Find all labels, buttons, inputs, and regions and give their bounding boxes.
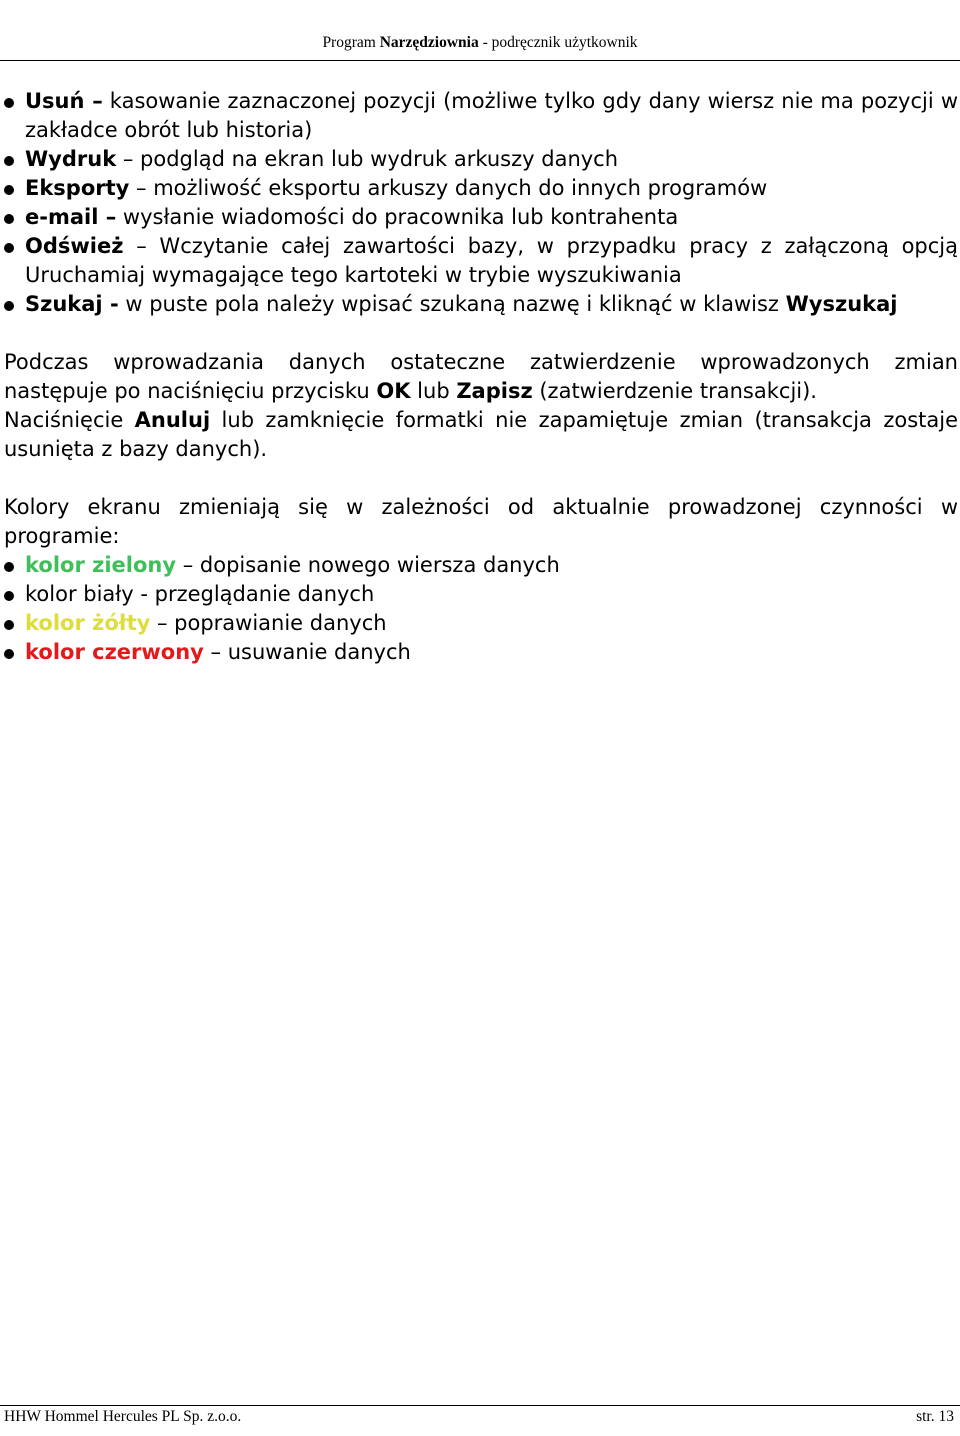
ok-term: OK bbox=[376, 379, 411, 403]
bullet-text: w puste pola należy wpisać szukaną nazwę i kliknąć w klawisz bbox=[118, 292, 786, 316]
bullet-term: Usuń – bbox=[25, 89, 103, 113]
bullet-dot bbox=[4, 98, 14, 108]
header-program-name: Narzędziownia bbox=[379, 34, 479, 51]
paragraph-saving bbox=[4, 348, 958, 464]
color-item-white bbox=[4, 580, 958, 609]
bullet-dot bbox=[4, 591, 14, 601]
bullet-dot bbox=[4, 649, 14, 659]
bullet-dot bbox=[4, 620, 14, 630]
page-header bbox=[0, 34, 960, 52]
bullet-text: – podgląd na ekran lub wydruk arkuszy danych bbox=[116, 147, 619, 171]
color-item-red bbox=[4, 638, 958, 667]
anuluj-term: Anuluj bbox=[134, 408, 211, 432]
bullet-dot bbox=[4, 214, 14, 224]
bullet-usun bbox=[4, 87, 958, 145]
bullet-term: Eksporty bbox=[25, 176, 130, 200]
bullet-text: wysłanie wiadomości do pracownika lub kontrahenta bbox=[116, 205, 679, 229]
bullet-szukaj bbox=[4, 290, 958, 319]
bullet-dot bbox=[4, 156, 14, 166]
text-run: (zatwierdzenie transakcji). bbox=[532, 379, 817, 403]
color-text: - przeglądanie danych bbox=[133, 582, 375, 606]
bullet-dot bbox=[4, 301, 14, 311]
color-label-green: kolor zielony bbox=[25, 553, 177, 577]
bullet-wydruk bbox=[4, 145, 958, 174]
color-text: – usuwanie danych bbox=[203, 640, 411, 664]
bullet-term-wyszukaj: Wyszukaj bbox=[785, 292, 898, 316]
color-text: – poprawianie danych bbox=[150, 611, 387, 635]
text-run: Podczas wprowadzania danych ostateczne zatwierdzenie wprowadzonych zmian następuje po naciśnięciu przycisku bbox=[4, 350, 958, 403]
color-label-white: kolor biały bbox=[25, 582, 134, 606]
footer-divider bbox=[0, 1405, 960, 1406]
bullet-text: – Wczytanie całej zawartości bazy, w przypadku pracy z załączoną opcją Uruchamiaj wymagające tego kartoteki w trybie wyszukiwania bbox=[25, 234, 958, 287]
footer-company: HHW Hommel Hercules PL Sp. z.o.o. bbox=[4, 1408, 242, 1425]
zapisz-term: Zapisz bbox=[456, 379, 533, 403]
text-run: Naciśnięcie bbox=[4, 408, 135, 432]
bullet-text: kasowanie zaznaczonej pozycji (możliwe tylko gdy dany wiersz nie ma pozycji w zakładce obrót lub historia) bbox=[25, 89, 958, 142]
bullet-odswiez bbox=[4, 232, 958, 290]
paragraph-saving-line1 bbox=[4, 348, 958, 406]
bullet-email bbox=[4, 203, 958, 232]
bullet-term: e-mail – bbox=[25, 205, 117, 229]
bullet-eksporty bbox=[4, 174, 958, 203]
bullet-text: – możliwość eksportu arkuszy danych do innych programów bbox=[129, 176, 768, 200]
header-suffix: - podręcznik użytkownik bbox=[478, 34, 638, 51]
header-prefix: Program bbox=[322, 34, 380, 51]
bullet-term: Odśwież bbox=[25, 234, 124, 258]
text-run: lub zamknięcie formatki nie zapamiętuje zmian (transakcja zostaje usunięta z bazy danych). bbox=[4, 408, 958, 461]
bullet-term: Wydruk bbox=[25, 147, 117, 171]
bullet-dot bbox=[4, 562, 14, 572]
color-item-green bbox=[4, 551, 958, 580]
bullet-dot bbox=[4, 243, 14, 253]
color-text: – dopisanie nowego wiersza danych bbox=[176, 553, 560, 577]
color-label-red: kolor czerwony bbox=[25, 640, 204, 664]
bullet-term: Szukaj - bbox=[25, 292, 119, 316]
document-body bbox=[4, 87, 958, 667]
text-run: lub bbox=[410, 379, 457, 403]
color-item-yellow bbox=[4, 609, 958, 638]
paragraph-saving-line2 bbox=[4, 406, 958, 464]
header-divider bbox=[0, 60, 960, 61]
page-footer bbox=[4, 1408, 954, 1426]
footer-page-number: str. 13 bbox=[916, 1408, 954, 1425]
bullet-dot bbox=[4, 185, 14, 195]
paragraph-colors-intro: Kolory ekranu zmieniają się w zależności od aktualnie prowadzonej czynności w programie: bbox=[4, 495, 958, 548]
color-label-yellow: kolor żółty bbox=[25, 611, 151, 635]
